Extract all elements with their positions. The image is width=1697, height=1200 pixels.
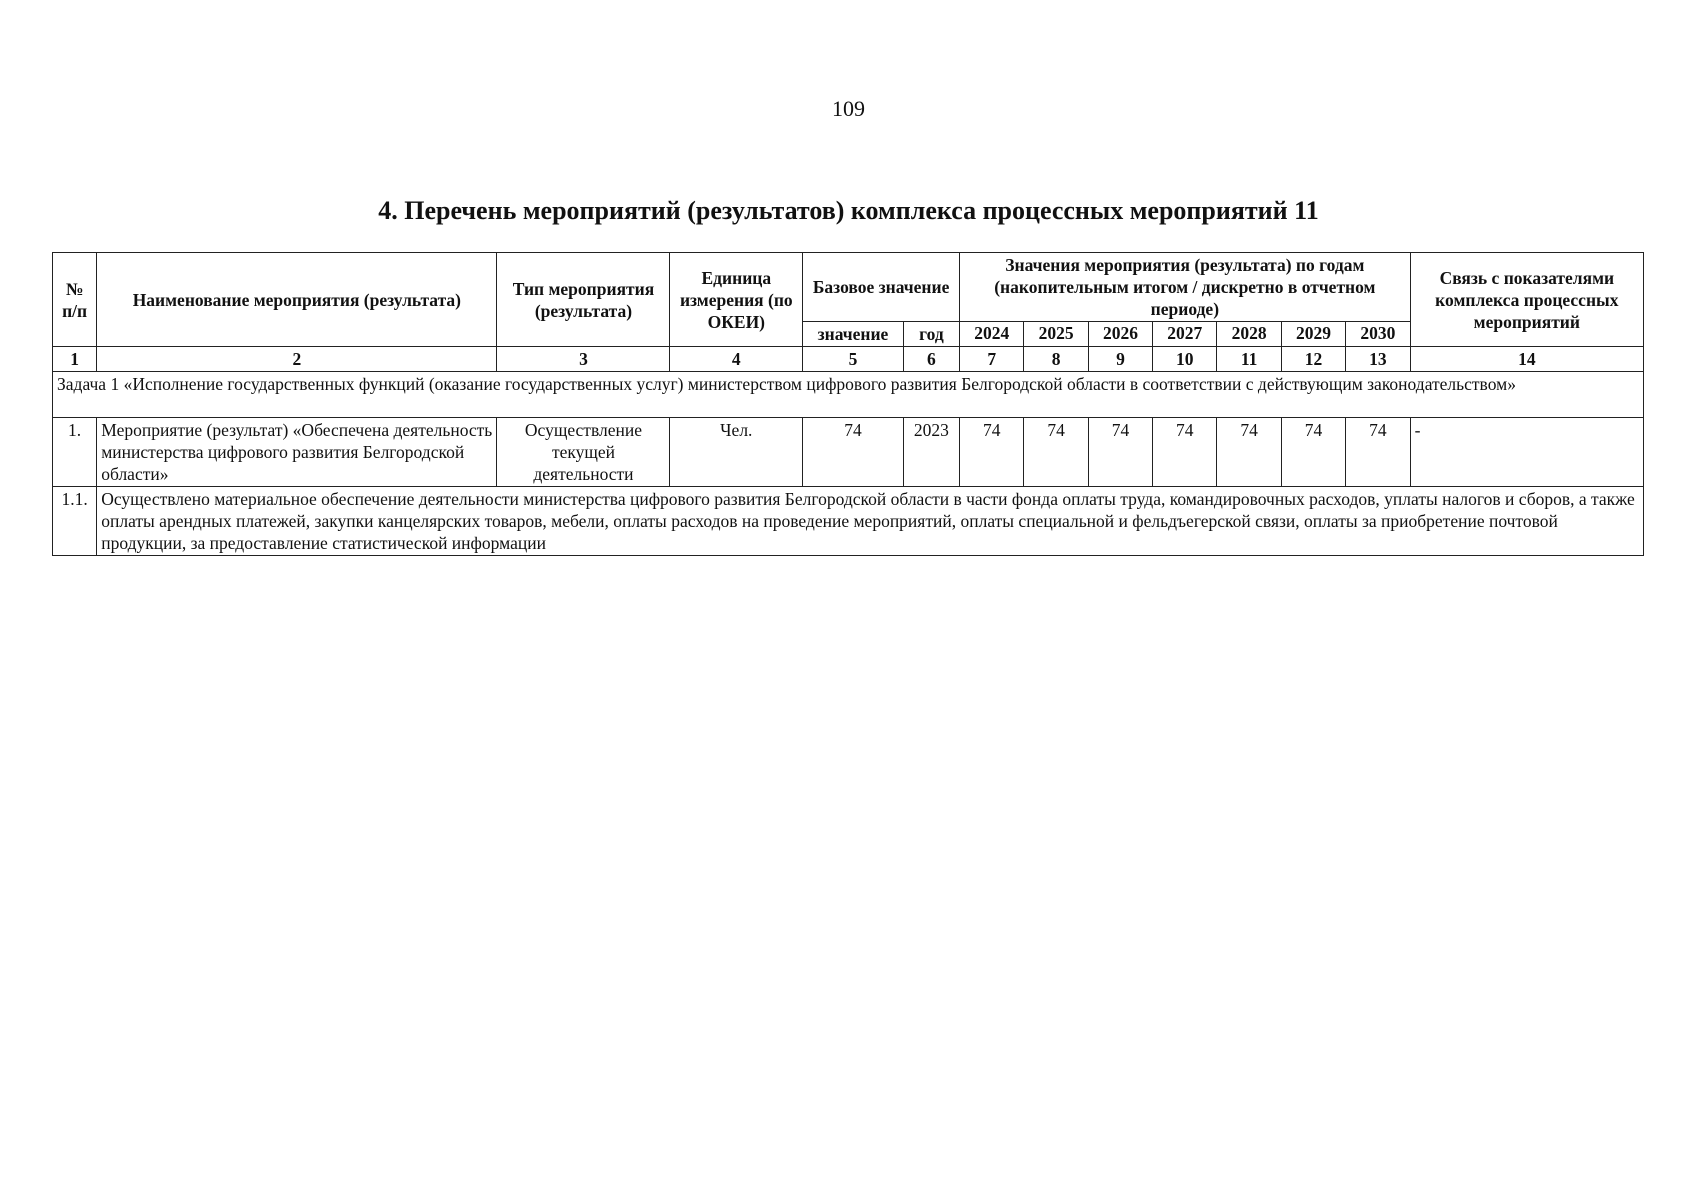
column-number: 7 [960,347,1024,372]
column-number: 6 [903,347,959,372]
column-number: 4 [670,347,803,372]
measure-type: Осуществление текущей деятельности [497,418,670,487]
header-year: 2024 [960,322,1024,347]
header-type: Тип мероприятия (результата) [497,253,670,347]
year-value: 74 [1153,418,1217,487]
column-number: 9 [1088,347,1152,372]
header-base: Базовое значение [803,253,960,322]
header-year: 2027 [1153,322,1217,347]
column-number: 13 [1346,347,1410,372]
sub-row [53,487,1644,556]
indicator-link: - [1410,418,1643,487]
year-value: 74 [1346,418,1410,487]
year-value: 74 [1217,418,1281,487]
year-value: 74 [960,418,1024,487]
task-row [53,372,1644,418]
column-number: 11 [1217,347,1281,372]
header-link: Связь с показателями комплекса процессных мероприятий [1410,253,1643,347]
row-number: 1. [53,418,97,487]
header-row-1 [53,253,1644,322]
header-name: Наименование мероприятия (результата) [97,253,497,347]
measure-name: Мероприятие (результат) «Обеспечена деятельность министерства цифрового развития Белгородской области» [97,418,497,487]
table-row [53,418,1644,487]
task-description: Задача 1 «Исполнение государственных функций (оказание государственных услуг) министерством цифрового развития Белгородской области в соответствии с действующим законодательством» [53,372,1644,418]
column-number: 10 [1153,347,1217,372]
column-number: 3 [497,347,670,372]
column-number: 1 [53,347,97,372]
measures-table [52,252,1644,556]
header-year: 2028 [1217,322,1281,347]
sub-row-number: 1.1. [53,487,97,556]
year-value: 74 [1088,418,1152,487]
header-year: 2030 [1346,322,1410,347]
header-year: 2025 [1024,322,1088,347]
column-number: 12 [1281,347,1345,372]
year-value: 74 [1281,418,1345,487]
header-year: 2029 [1281,322,1345,347]
column-number-row [53,347,1644,372]
base-year: 2023 [903,418,959,487]
header-num: № п/п [53,253,97,347]
header-values-by-year: Значения мероприятия (результата) по годам (накопительным итогом / дискретно в отчетном периоде) [960,253,1411,322]
page-number: 109 [832,96,865,121]
header-unit: Единица измерения (по ОКЕИ) [670,253,803,347]
column-number: 8 [1024,347,1088,372]
sub-row-description: Осуществлено материальное обеспечение деятельности министерства цифрового развития Белгородской области в части фонда оплаты труда, командировочных расходов, уплаты налогов и сборов, а также оплаты арендных платежей, закупки канцелярских товаров, мебели, оплаты расходов на проведение мероприятий, оплаты специальной и фельдъегерской связи, оплаты за приобретение почтовой продукции, за предоставление статистической информации [97,487,1644,556]
column-number: 2 [97,347,497,372]
year-value: 74 [1024,418,1088,487]
header-base-year: год [903,322,959,347]
column-number: 5 [803,347,904,372]
header-year: 2026 [1088,322,1152,347]
measure-unit: Чел. [670,418,803,487]
column-number: 14 [1410,347,1643,372]
base-value: 74 [803,418,904,487]
page-title: 4. Перечень мероприятий (результатов) комплекса процессных мероприятий 11 [378,196,1319,225]
header-base-value: значение [803,322,904,347]
